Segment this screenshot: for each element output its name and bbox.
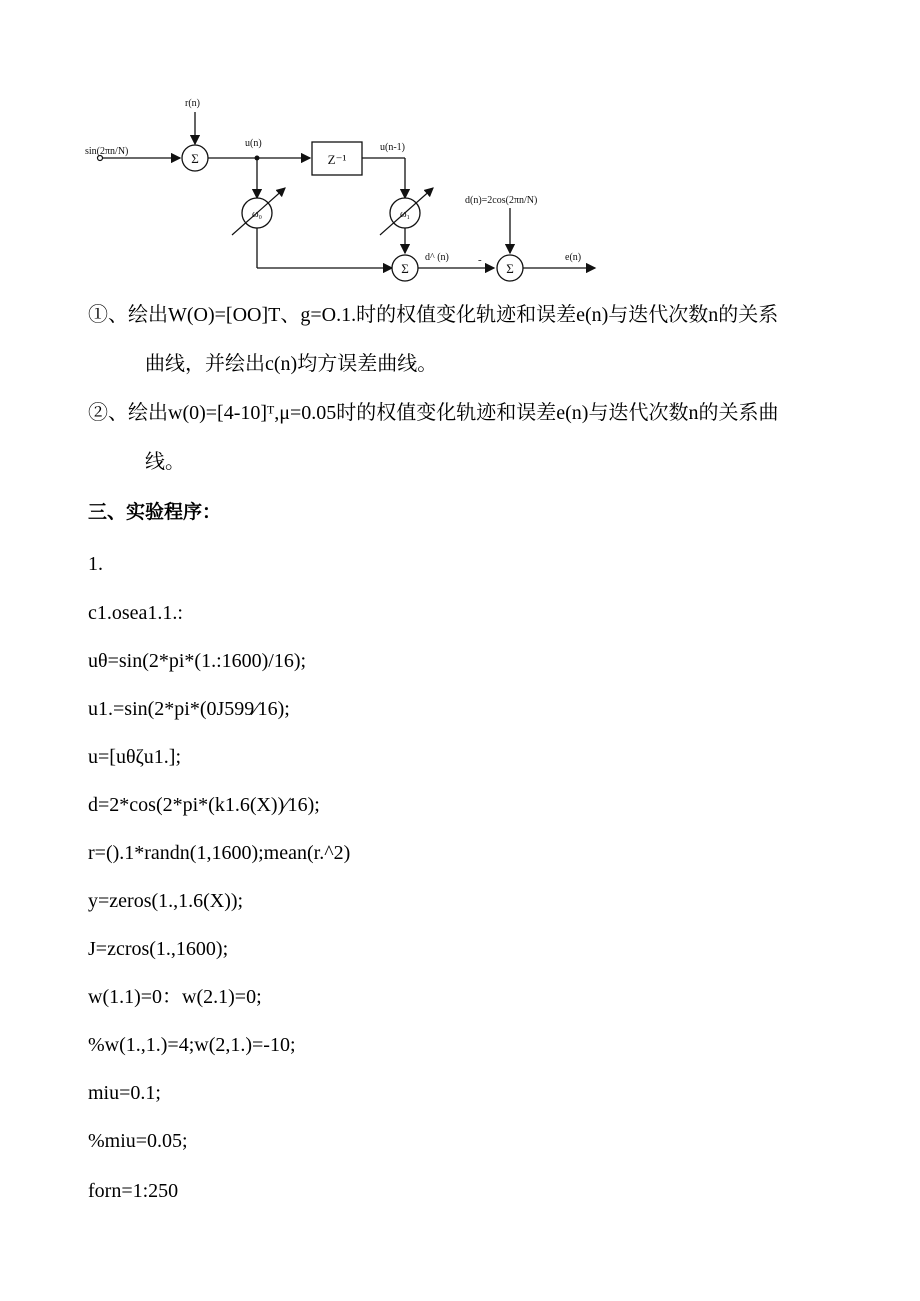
svg-text:ω₀: ω₀ — [251, 209, 263, 220]
code-line: miu=0.1; — [88, 1082, 161, 1104]
task-item-1-line-2: 曲线，并绘出c(n)均方误差曲线。 — [145, 353, 438, 375]
code-line: w(1.1)=0：w(2.1)=0; — [88, 986, 262, 1008]
code-line: u=[uθζu1.]; — [88, 746, 182, 768]
code-line: %w(1.,1.)=4;w(2,1.)=-10; — [88, 1034, 296, 1056]
estimate-label: d^ (n) — [425, 252, 449, 263]
task-item-2-line-2: 线。 — [145, 451, 185, 473]
code-line: c1.osea1.1.: — [88, 602, 183, 624]
code-line: d=2*cos(2*pi*(k1.6(X))∕16); — [88, 794, 320, 816]
sum-label-2: Σ — [401, 261, 409, 276]
sum-label-3: Σ — [506, 261, 514, 276]
lms-block-diagram — [80, 90, 620, 290]
code-line: u1.=sin(2*pi*(0J599∕16); — [88, 698, 290, 720]
code-line: y=zeros(1.,1.6(X)); — [88, 890, 244, 912]
code-line: r=().1*randn(1,1600);mean(r.^2) — [88, 842, 351, 864]
code-line: uθ=sin(2*pi*(1.:1600)/16); — [88, 650, 307, 672]
u-delayed-label: u(n-1) — [380, 142, 405, 153]
section-heading: 三、实验程序： — [88, 501, 222, 523]
desired-label: d(n)=2cos(2πn/N) — [465, 195, 538, 206]
noise-label: r(n) — [185, 98, 200, 109]
input-label: sin(2πn/N) — [85, 146, 129, 157]
code-line: %miu=0.05; — [88, 1130, 188, 1152]
code-line: J=zcros(1.,1600); — [88, 938, 229, 960]
minus-label: - — [478, 254, 482, 266]
task-item-2-line-1: ②、绘出w(0)=[4-10]ᵀ,μ=0.05时的权值变化轨迹和误差e(n)与迭代次数n的关系曲 — [88, 402, 779, 424]
sum-label-1: Σ — [191, 151, 199, 166]
svg-text:ω₁: ω₁ — [399, 209, 411, 220]
task-item-1-line-1: ①、绘出W(O)=[OO]T、g=O.1.时的权值变化轨迹和误差e(n)与迭代次数n的关系 — [88, 304, 779, 326]
delay-label: Z⁻¹ — [327, 152, 347, 167]
code-line: forn=1:250 — [88, 1180, 179, 1202]
u-label: u(n) — [245, 138, 262, 149]
error-label: e(n) — [565, 252, 582, 263]
code-line: 1. — [88, 553, 103, 575]
